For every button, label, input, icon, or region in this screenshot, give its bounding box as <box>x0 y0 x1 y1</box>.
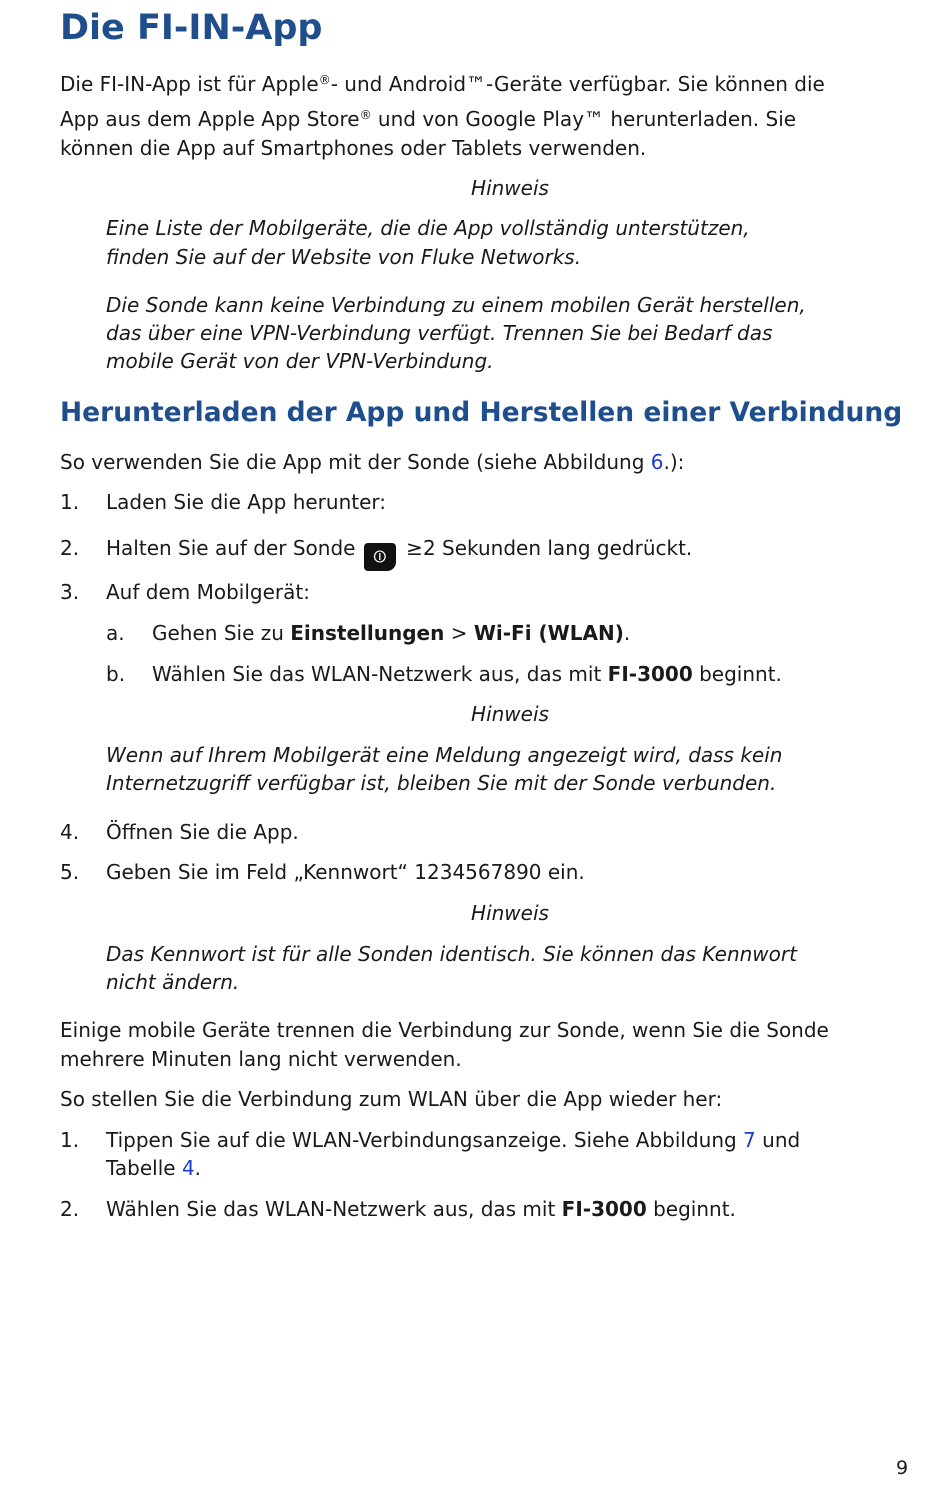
intro-line-2 <box>60 105 796 133</box>
step-text: Laden Sie die App herunter: <box>106 490 386 514</box>
body-text: Einige mobile Geräte trennen die Verbindung zur Sonde, wenn Sie die Sonde <box>60 1018 829 1042</box>
section-title: Herunterladen der App und Herstellen einer Verbindung <box>60 397 903 428</box>
note-text: Internetzugriff verfügbar ist, bleiben Sie mit der Sonde verbunden. <box>106 771 777 795</box>
step-text: Geben Sie im Feld „Kennwort“ 1234567890 ein. <box>106 860 585 884</box>
substep-text <box>152 660 782 688</box>
intro-text: und von Google Play™ herunterladen. Sie <box>371 107 797 131</box>
substep-letter: b. <box>106 662 126 686</box>
step-text: Öffnen Sie die App. <box>106 820 299 844</box>
step-text-part: . <box>194 1156 202 1180</box>
step-text-part: und <box>755 1128 801 1152</box>
step-text-part: Halten Sie auf der Sonde <box>106 536 356 560</box>
step-text <box>106 1126 800 1154</box>
note-label: Hinweis <box>471 702 549 726</box>
network-name: FI-3000 <box>561 1197 647 1221</box>
note-text: mobile Gerät von der VPN-Verbindung. <box>106 349 494 373</box>
lead-text: So verwenden Sie die App mit der Sonde (siehe Abbildung <box>60 450 651 474</box>
step-text-part: beginnt. <box>646 1197 736 1221</box>
substep-text-part: Wählen Sie das WLAN-Netzwerk aus, das mit <box>152 662 608 686</box>
step-number: 3. <box>60 580 80 604</box>
step-text: Auf dem Mobilgerät: <box>106 580 310 604</box>
substep-text-part: Gehen Sie zu <box>152 621 291 645</box>
step-text-part: Tabelle <box>106 1156 182 1180</box>
menu-name-einstellungen: Einstellungen <box>290 621 445 645</box>
page-number: 9 <box>896 1457 909 1479</box>
intro-line-1 <box>60 70 825 98</box>
note-text: Wenn auf Ihrem Mobilgerät eine Meldung angezeigt wird, dass kein <box>106 743 783 767</box>
substep-text-part: . <box>623 621 631 645</box>
note-text: finden Sie auf der Website von Fluke Networks. <box>106 245 582 269</box>
step-text <box>106 534 692 571</box>
step-number: 2. <box>60 536 80 560</box>
intro-line-3: können die App auf Smartphones oder Tablets verwenden. <box>60 136 647 160</box>
step-number: 2. <box>60 1197 80 1221</box>
note-text: Das Kennwort ist für alle Sonden identisch. Sie können das Kennwort <box>106 942 797 966</box>
step-text-part: Wählen Sie das WLAN-Netzwerk aus, das mit <box>106 1197 562 1221</box>
note-text: Eine Liste der Mobilgeräte, die die App vollständig unterstützen, <box>106 216 750 240</box>
step-number: 4. <box>60 820 80 844</box>
step-number: 5. <box>60 860 80 884</box>
step-text-part: Tippen Sie auf die WLAN-Verbindungsanzeige. Siehe Abbildung <box>106 1128 744 1152</box>
substep-text-part: > <box>444 621 474 645</box>
substep-text-part: beginnt. <box>692 662 782 686</box>
figure-link-6[interactable]: 6 <box>650 450 664 474</box>
page-title: Die FI-IN-App <box>60 8 323 48</box>
step-text <box>106 1195 736 1223</box>
power-key-icon: ⏼ <box>364 543 396 571</box>
step-number: 1. <box>60 490 80 514</box>
substep-letter: a. <box>106 621 125 645</box>
intro-text: Die FI-IN-App ist für Apple <box>60 72 319 96</box>
figure-link-7[interactable]: 7 <box>743 1128 756 1152</box>
network-name: FI-3000 <box>607 662 693 686</box>
registered-mark: ® <box>318 73 331 87</box>
note-text: das über eine VPN-Verbindung verfügt. Trennen Sie bei Bedarf das <box>106 321 773 345</box>
table-link-4[interactable]: 4 <box>181 1156 195 1180</box>
lead-paragraph <box>60 448 684 476</box>
lead-text: .): <box>663 450 685 474</box>
note-text: nicht ändern. <box>106 970 240 994</box>
intro-text: - und Android™-Geräte verfügbar. Sie können die <box>330 72 825 96</box>
note-label: Hinweis <box>471 176 549 200</box>
step-number: 1. <box>60 1128 80 1152</box>
step-text-part: ≥2 Sekunden lang gedrückt. <box>399 536 693 560</box>
body-text: mehrere Minuten lang nicht verwenden. <box>60 1047 462 1071</box>
note-text: Die Sonde kann keine Verbindung zu einem mobilen Gerät herstellen, <box>106 293 806 317</box>
note-label: Hinweis <box>471 901 549 925</box>
step-text <box>106 1154 201 1182</box>
registered-mark: ® <box>359 108 372 122</box>
menu-name-wifi: Wi-Fi (WLAN) <box>473 621 624 645</box>
substep-text <box>152 619 630 647</box>
intro-text: App aus dem Apple App Store <box>60 107 360 131</box>
reconnect-lead: So stellen Sie die Verbindung zum WLAN über die App wieder her: <box>60 1087 723 1111</box>
